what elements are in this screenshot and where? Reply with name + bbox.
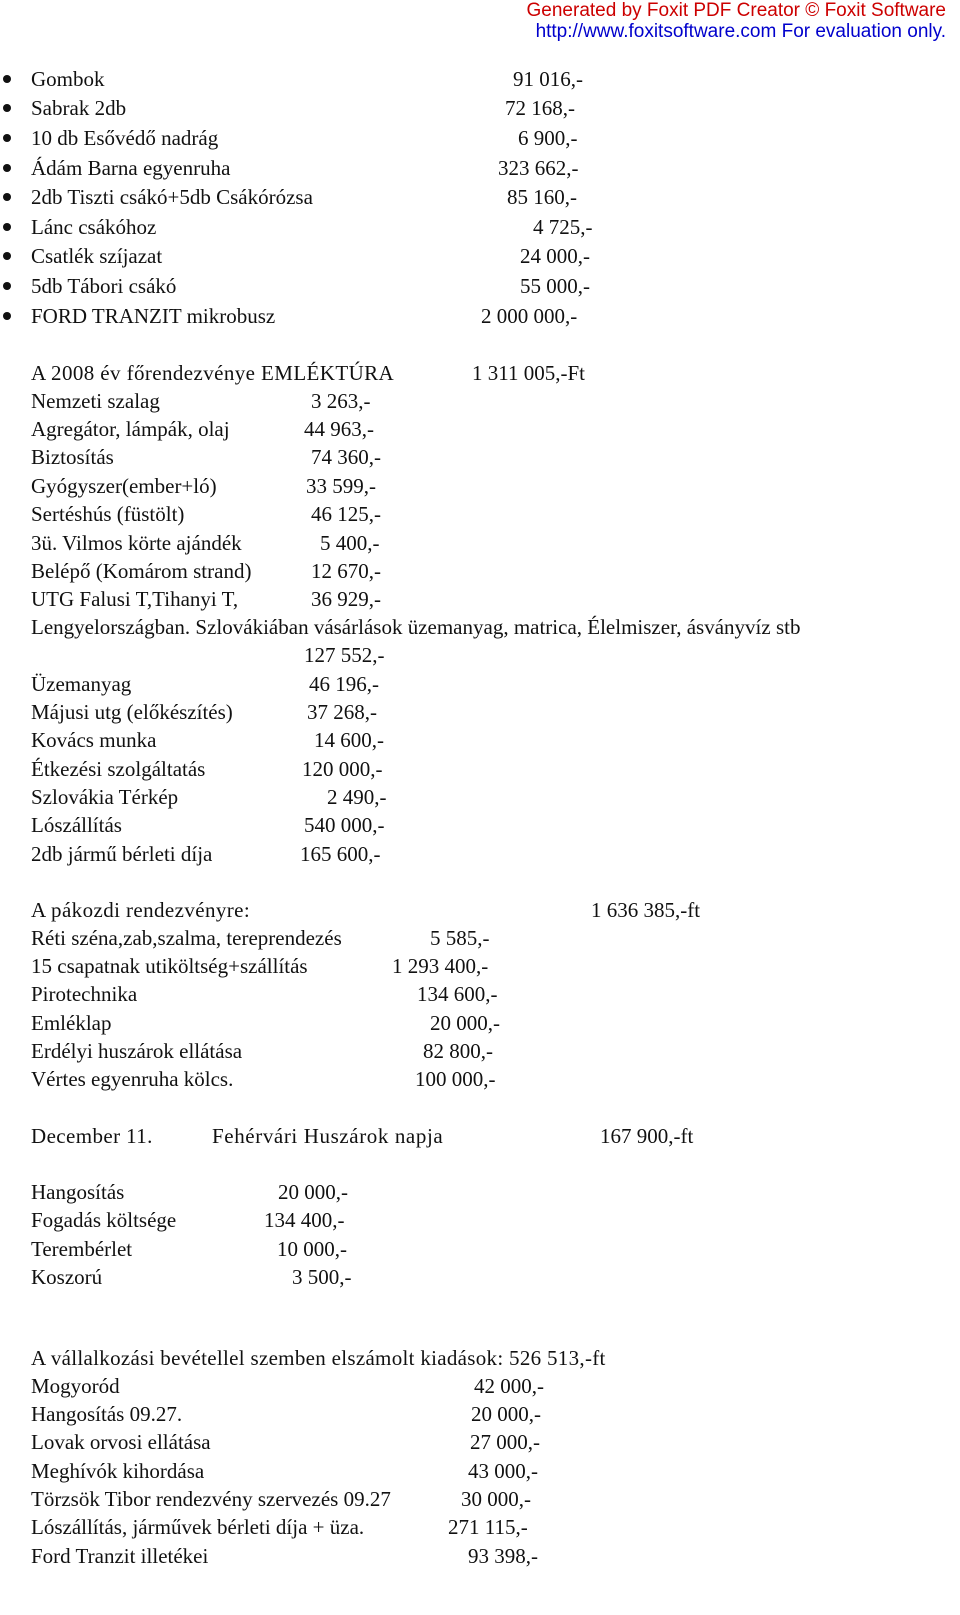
item-label: FORD TRANZIT mikrobusz (31, 304, 276, 328)
item-amount: 74 360,- (311, 445, 381, 469)
item-amount: 120 000,- (302, 757, 383, 781)
item-amount: 20 000,- (278, 1180, 348, 1204)
item-label: Ádám Barna egyenruha (31, 156, 231, 180)
item-label: Ford Tranzit illetékei (31, 1544, 209, 1568)
bullet-icon (3, 282, 11, 290)
item-amount: 5 400,- (320, 531, 380, 555)
item-label: Lánc csákóhoz (31, 215, 157, 239)
item-amount: 20 000,- (471, 1402, 541, 1426)
item-amount: 12 670,- (311, 559, 381, 583)
item-amount: 27 000,- (470, 1430, 540, 1454)
item-label: 5db Tábori csákó (31, 274, 177, 298)
item-amount: 2 490,- (327, 785, 387, 809)
item-amount: 20 000,- (430, 1011, 500, 1035)
bullet-icon (3, 134, 11, 142)
item-amount: 3 500,- (292, 1265, 352, 1289)
item-amount: 46 125,- (311, 502, 381, 526)
item-amount: 43 000,- (468, 1459, 538, 1483)
item-label: Lószállítás (31, 813, 122, 837)
item-label: Törzsök Tibor rendezvény szervezés 09.27 (31, 1487, 391, 1511)
item-label: Nemzeti szalag (31, 389, 160, 413)
item-amount: 44 963,- (304, 417, 374, 441)
watermark-line-1: Generated by Foxit PDF Creator © Foxit Software (526, 0, 946, 21)
bullet-icon (3, 312, 11, 320)
item-label: Fogadás költsége (31, 1208, 177, 1232)
section-heading: A vállalkozási bevétellel szemben elszámolt kiadások: 526 513,-ft (31, 1346, 606, 1370)
item-amount: 100 000,- (415, 1067, 496, 1091)
item-label: Lovak orvosi ellátása (31, 1430, 211, 1454)
item-amount: 540 000,- (304, 813, 385, 837)
item-amount: 37 268,- (307, 700, 377, 724)
item-label: 15 csapatnak utiköltség+szállítás (31, 954, 308, 978)
item-label: Pirotechnika (31, 982, 138, 1006)
bullet-icon (3, 164, 11, 172)
item-label: Sertéshús (füstölt) (31, 502, 185, 526)
section-heading: A pákozdi rendezvényre: (31, 898, 251, 922)
section-total: 1 636 385,-ft (591, 898, 701, 922)
section-total: 167 900,-ft (600, 1124, 694, 1148)
long-description-amount: 127 552,- (304, 643, 385, 667)
item-amount: 134 600,- (417, 982, 498, 1006)
item-label: Belépő (Komárom strand) (31, 559, 252, 583)
item-amount: 33 599,- (306, 474, 376, 498)
item-amount: 4 725,- (533, 215, 593, 239)
item-amount: 93 398,- (468, 1544, 538, 1568)
item-label: Agregátor, lámpák, olaj (31, 417, 230, 441)
item-amount: 82 800,- (423, 1039, 493, 1063)
item-label: 2db Tiszti csákó+5db Csákórózsa (31, 185, 313, 209)
bullet-icon (3, 223, 11, 231)
item-amount: 55 000,- (520, 274, 590, 298)
item-amount: 30 000,- (461, 1487, 531, 1511)
item-label: Gombok (31, 67, 105, 91)
item-label: Hangosítás 09.27. (31, 1402, 183, 1426)
item-label: Lószállítás, járművek bérleti díja + üza. (31, 1515, 365, 1539)
section-heading: A 2008 év főrendezvénye EMLÉKTÚRA (31, 361, 395, 385)
item-label: Erdélyi huszárok ellátása (31, 1039, 243, 1063)
item-amount: 323 662,- (498, 156, 579, 180)
item-amount: 5 585,- (430, 926, 490, 950)
event-date: December 11. (31, 1124, 153, 1148)
item-label: Koszorú (31, 1265, 103, 1289)
item-label: Gyógyszer(ember+ló) (31, 474, 217, 498)
item-amount: 6 900,- (518, 126, 578, 150)
event-title: Fehérvári Huszárok napja (212, 1124, 444, 1148)
item-label: Sabrak 2db (31, 96, 127, 120)
item-label: Vértes egyenruha kölcs. (31, 1067, 234, 1091)
item-label: Terembérlet (31, 1237, 133, 1261)
item-label: 3ü. Vilmos körte ajándék (31, 531, 242, 555)
item-label: Csatlék szíjazat (31, 244, 163, 268)
item-amount: 72 168,- (505, 96, 575, 120)
item-amount: 271 115,- (448, 1515, 528, 1539)
item-amount: 46 196,- (309, 672, 379, 696)
item-amount: 14 600,- (314, 728, 384, 752)
bullet-icon (3, 75, 11, 83)
item-label: 10 db Esővédő nadrág (31, 126, 219, 150)
item-label: Szlovákia Térkép (31, 785, 179, 809)
item-label: Üzemanyag (31, 672, 132, 696)
watermark-line-2: http://www.foxitsoftware.com For evaluation only. (535, 21, 946, 42)
foxit-watermark (527, 0, 946, 42)
item-label: Kovács munka (31, 728, 157, 752)
item-label: 2db jármű bérleti díja (31, 842, 213, 866)
item-label: Mogyoród (31, 1374, 120, 1398)
item-amount: 3 263,- (311, 389, 371, 413)
item-amount: 10 000,- (277, 1237, 347, 1261)
section-total: 1 311 005,-Ft (472, 361, 585, 385)
item-amount: 165 600,- (300, 842, 381, 866)
item-amount: 42 000,- (474, 1374, 544, 1398)
item-amount: 1 293 400,- (392, 954, 489, 978)
item-amount: 36 929,- (311, 587, 381, 611)
long-description: Lengyelországban. Szlovákiában vásárlások üzemanyag, matrica, Élelmiszer, ásványvíz stb (31, 615, 801, 639)
bullet-icon (3, 104, 11, 112)
item-label: Meghívók kihordása (31, 1459, 205, 1483)
item-amount: 24 000,- (520, 244, 590, 268)
item-amount: 2 000 000,- (481, 304, 578, 328)
item-label: Biztosítás (31, 445, 114, 469)
item-label: Étkezési szolgáltatás (31, 757, 206, 781)
item-label: Réti széna,zab,szalma, tereprendezés (31, 926, 342, 950)
item-label: Májusi utg (előkészítés) (31, 700, 233, 724)
item-amount: 85 160,- (507, 185, 577, 209)
bullet-icon (3, 193, 11, 201)
bullet-icon (3, 252, 11, 260)
item-amount: 134 400,- (264, 1208, 345, 1232)
item-amount: 91 016,- (513, 67, 583, 91)
item-label: UTG Falusi T,Tihanyi T, (31, 587, 239, 611)
item-label: Emléklap (31, 1011, 112, 1035)
item-label: Hangosítás (31, 1180, 125, 1204)
